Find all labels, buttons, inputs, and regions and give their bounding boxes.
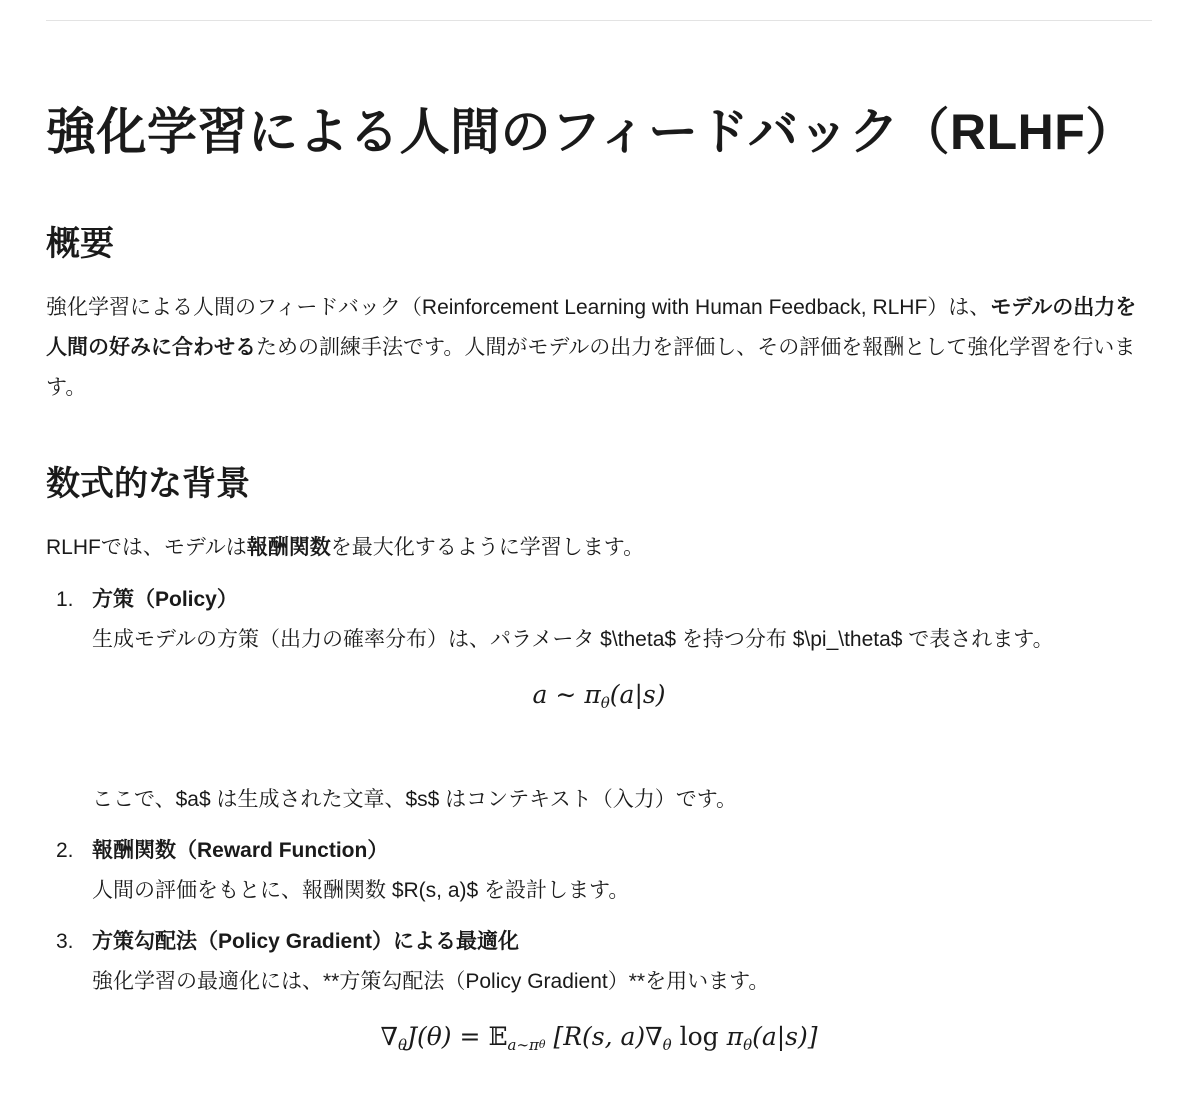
- overview-bold-text: モデルの出力を人間の好みに合わせる: [46, 296, 1137, 359]
- eq-symbol: =: [459, 1022, 481, 1051]
- list-item-text: 人間の評価をもとに、報酬関数 $R(s, a)$ を設計します。: [92, 879, 630, 902]
- list-item-text: 生成モデルの方策（出力の確率分布）は、パラメータ $\theta$ を持つ分布 $\pi_\theta$ で表されます。: [92, 628, 1054, 651]
- eq-subscript: θ: [538, 1038, 546, 1051]
- policy-equation: [46, 680, 1152, 712]
- eq-symbol: 𝔼: [488, 1022, 508, 1051]
- list-item-title: 報酬関数（Reward Function）: [92, 839, 389, 862]
- eq-subscript: θ: [743, 1036, 753, 1054]
- list-number: 1.: [56, 588, 74, 611]
- eq-symbol: ∇: [380, 1022, 398, 1051]
- policy-note: ここで、$a$ は生成された文章、$s$ はコンテキスト（入力）です。: [92, 788, 738, 811]
- math-intro-text-1: RLHFでは、モデルは: [46, 536, 247, 559]
- overview-paragraph: [46, 288, 1152, 408]
- eq-symbol: (a|s)]: [752, 1022, 818, 1051]
- list-item-policy: [46, 580, 1152, 660]
- overview-text-1: 強化学習による人間のフィードバック（Reinforcement Learning with Human Feedback, RLHF）は、: [46, 296, 991, 319]
- eq-symbol: ∼: [555, 680, 577, 709]
- top-divider: [46, 20, 1152, 21]
- list-item-reward-function: [46, 831, 1152, 911]
- overview-text-2: ための訓練手法です。人間がモデルの出力を評価し、その評価を報酬として強化学習を行います。: [46, 336, 1136, 399]
- eq-symbol: π: [584, 680, 601, 709]
- math-intro-text-2: を最大化するように学習します。: [330, 536, 645, 559]
- eq-symbol: a: [532, 680, 548, 709]
- list-number: 3.: [56, 930, 74, 953]
- math-background-heading: 数式的な背景: [46, 465, 250, 503]
- eq-subscript: θ: [600, 694, 610, 712]
- math-intro-bold: 報酬関数: [246, 536, 331, 559]
- list-number: 2.: [56, 839, 74, 862]
- list-item-title: 方策勾配法（Policy Gradient）による最適化: [92, 930, 520, 953]
- page-title: 強化学習による人間のフィードバック（RLHF）: [46, 104, 1136, 160]
- list-item-policy-gradient: [46, 922, 1152, 1002]
- eq-subscript: a∼π: [507, 1036, 539, 1054]
- list-item-text: 強化学習の最適化には、**方策勾配法（Policy Gradient）**を用います。: [92, 970, 770, 993]
- eq-symbol: J(θ): [406, 1022, 452, 1051]
- eq-symbol: [R(s, a)∇: [553, 1022, 663, 1051]
- eq-symbol: (a|s): [609, 680, 666, 709]
- overview-heading: 概要: [46, 225, 114, 263]
- math-intro-paragraph: [46, 528, 1152, 568]
- policy-gradient-equation: [46, 1022, 1152, 1054]
- list-item-title: 方策（Policy）: [92, 588, 238, 611]
- eq-symbol: log: [679, 1022, 719, 1051]
- eq-symbol: π: [726, 1022, 744, 1051]
- eq-subscript: θ: [662, 1036, 672, 1054]
- eq-subscript: θ: [397, 1036, 407, 1054]
